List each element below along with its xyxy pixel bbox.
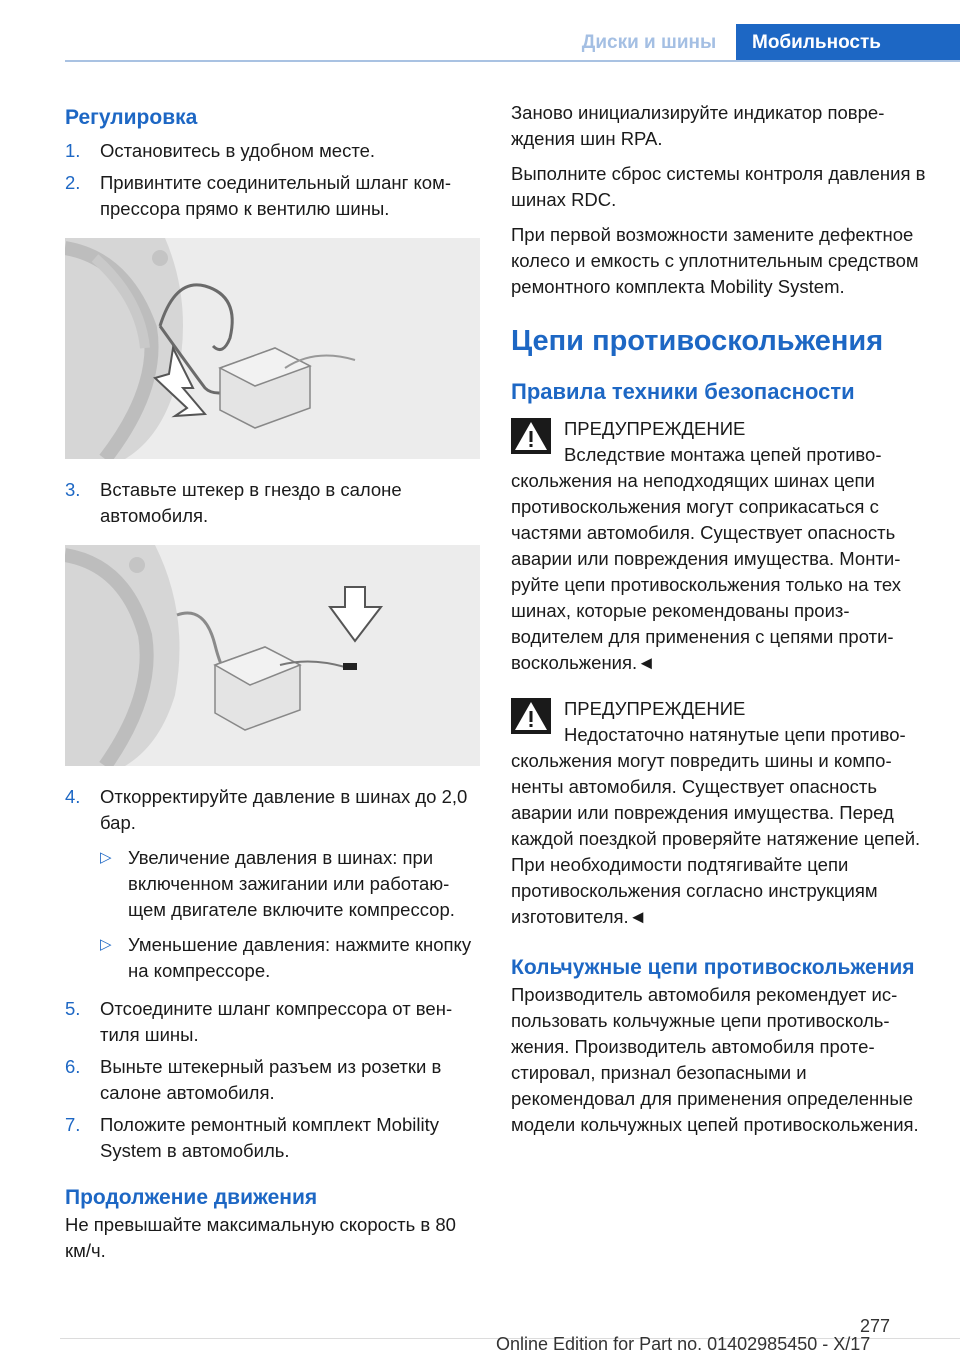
section-heading-adjustment: Регулировка [65, 106, 198, 129]
step-text: Остановитесь в удобном месте. [100, 140, 376, 161]
triangle-bullet-icon: ▷ [100, 849, 112, 866]
header-tab-disks-tires: Диски и шины [581, 32, 717, 53]
figure-hose-to-valve [65, 238, 480, 459]
hose-to-valve-illustration [65, 238, 480, 459]
right-column [511, 100, 931, 1147]
figure-plug-in-socket [65, 545, 480, 766]
step-number: 3. [65, 479, 81, 500]
step-7 [65, 1112, 480, 1164]
step-4 [65, 784, 480, 836]
warning-block-2 [511, 696, 931, 930]
step-5 [65, 996, 480, 1048]
step-number: 5. [65, 998, 81, 1019]
step-number: 7. [65, 1114, 81, 1135]
triangle-bullet-icon: ▷ [100, 936, 112, 953]
warning-text: Вследствие монтажа цепей противоскольжения на неподходящих шинах цепи противоскольжения могут соприкасаться с частями автомобиля. Существует опасность аварии или повреждения имущества. Монтируйте цепи противоскольжения только на тех шинах, которые рекомендованы производителем для применения с цепями противоскольжения.◄ [511, 444, 902, 673]
step-number: 2. [65, 172, 81, 193]
left-column [65, 100, 480, 1273]
page-number: 277 [860, 1316, 891, 1336]
warning-title: ПРЕДУПРЕЖДЕНИЕ [564, 418, 746, 439]
step-3 [65, 477, 480, 529]
warning-title: ПРЕДУПРЕЖДЕНИЕ [564, 698, 746, 719]
step-number: 1. [65, 140, 81, 161]
section-heading-mail-chains: Кольчужные цепи противоскольжения [511, 956, 915, 979]
step-text: Вставьте штекер в гнездо в салоне автомобиля. [100, 479, 402, 526]
bullet-text: Увеличение давления в шинах: при включенном зажигании или работающем двигателе включите компрессор. [128, 847, 455, 920]
bullet-increase-pressure [100, 845, 480, 923]
step-text: Выньте штекерный разъем из розетки в салоне автомобиля. [100, 1056, 442, 1103]
warning-text: Недостаточно натянутые цепи противоскольжения могут повредить шины и компоненты автомобиля. Существует опасность аварии или повреждения имущества. Перед каждой поездкой проверяйте натяжение цепей. При необходимости подтягивайте цепи противоскольжения согласно инструкциям изготовителя.◄ [511, 724, 921, 927]
step-number: 6. [65, 1056, 81, 1077]
header-divider [65, 60, 960, 62]
step-2 [65, 170, 480, 222]
step-1 [65, 138, 480, 164]
paragraph-replace-wheel: При первой возможности замените дефектное колесо и емкость с уплотнительным средством ремонтного комплекта Mobility System. [511, 224, 919, 297]
step-text: Положите ремонтный комплект Mobility System в автомобиль. [100, 1114, 439, 1161]
header-tab-mobility: Мобильность [736, 24, 960, 62]
footer-edition: Online Edition for Part no. 01402985450 - X/17 [496, 1334, 871, 1354]
warning-triangle-icon [511, 418, 551, 454]
plug-in-socket-illustration [65, 545, 480, 766]
section-heading-safety: Правила техники безопасности [511, 379, 855, 404]
bullet-text: Уменьшение давления: нажмите кнопку на компрессоре. [128, 934, 472, 981]
mail-chains-text: Производитель автомобиля рекомендует использовать кольчужные цепи противоскольжения. Производитель автомобиля протeстировал, признал безопасными и рекомендовал для применения определенные модели кольчужных цепей противоскольжения. [511, 984, 919, 1135]
step-text: Откорректируйте давление в шинах до 2,0 бар. [100, 786, 468, 833]
chapter-heading-snow-chains: Цепи противоскольжения [511, 325, 884, 357]
step-number: 4. [65, 786, 81, 807]
warning-block-1 [511, 416, 931, 676]
step-6 [65, 1054, 480, 1106]
continue-driving-text: Не превышайте максимальную скорость в 80 км/ч. [65, 1214, 456, 1261]
paragraph-rdc: Выполните сброс системы контроля давления в шинах RDC. [511, 163, 926, 210]
bullet-decrease-pressure [100, 932, 480, 984]
step-text: Привинтите соединительный шланг компрессора прямо к вентилю шины. [100, 172, 451, 219]
paragraph-rpa: Заново инициализируйте индикатор повреждения шин RPA. [511, 102, 885, 149]
step-text: Отсоедините шланг компрессора от вентиля шины. [100, 998, 453, 1045]
section-heading-continue-driving: Продолжение движения [65, 1186, 318, 1209]
warning-triangle-icon [511, 698, 551, 734]
